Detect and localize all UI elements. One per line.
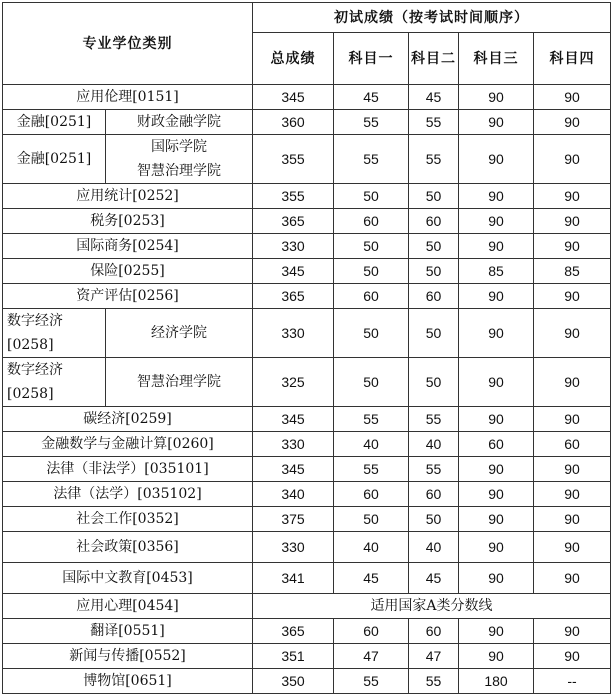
header-subject-1: 科目一 (334, 33, 409, 85)
table-row (3, 507, 611, 532)
subject-1-cell: 60 (334, 482, 409, 507)
subject-2-cell: 60 (409, 284, 459, 309)
subject-1-cell: 50 (334, 507, 409, 532)
subject-1-cell: 50 (334, 259, 409, 284)
degree-name-cell: 数字经济 [0258] (3, 358, 106, 407)
subject-3-cell: 90 (459, 234, 534, 259)
table-row (3, 407, 611, 432)
header-subject-2: 科目二 (409, 33, 459, 85)
subject-3-cell: 90 (459, 563, 534, 594)
subject-3-cell: 90 (459, 358, 534, 407)
degree-name-cell: 金融数学与金融计算[0260] (3, 432, 253, 457)
subject-2-cell: 55 (409, 669, 459, 694)
subject-2-cell: 50 (409, 234, 459, 259)
table-row (3, 532, 611, 563)
subject-2-cell: 50 (409, 184, 459, 209)
subject-1-cell: 45 (334, 563, 409, 594)
total-score-cell: 375 (253, 507, 334, 532)
subject-3-cell: 90 (459, 309, 534, 358)
header-category: 专业学位类别 (3, 3, 253, 85)
subject-2-cell: 50 (409, 507, 459, 532)
degree-name-cell: 金融[0251] (3, 110, 106, 135)
subject-1-cell: 50 (334, 358, 409, 407)
subject-1-cell: 50 (334, 309, 409, 358)
table-row (3, 110, 611, 135)
total-score-cell: 330 (253, 234, 334, 259)
subject-4-cell: 90 (534, 85, 611, 110)
subject-1-cell: 40 (334, 532, 409, 563)
degree-name-cell: 碳经济[0259] (3, 407, 253, 432)
subject-2-cell: 47 (409, 644, 459, 669)
total-score-cell: 355 (253, 184, 334, 209)
total-score-cell: 345 (253, 259, 334, 284)
subject-1-cell: 50 (334, 184, 409, 209)
subject-3-cell: 90 (459, 110, 534, 135)
subject-4-cell: 60 (534, 432, 611, 457)
subject-2-cell: 55 (409, 407, 459, 432)
subject-3-cell: 90 (459, 209, 534, 234)
table-row (3, 644, 611, 669)
total-score-cell: 330 (253, 432, 334, 457)
subject-3-cell: 90 (459, 457, 534, 482)
degree-name-cell: 社会政策[0356] (3, 532, 253, 563)
total-score-cell: 365 (253, 209, 334, 234)
score-table (2, 2, 611, 694)
subject-4-cell: 90 (534, 457, 611, 482)
college-cell: 财政金融学院 (106, 110, 253, 135)
subject-4-cell: 90 (534, 644, 611, 669)
degree-name-cell: 应用伦理[0151] (3, 85, 253, 110)
degree-name-cell: 金融[0251] (3, 135, 106, 184)
table-row (3, 309, 611, 358)
header-total: 总成绩 (253, 33, 334, 85)
subject-1-cell: 45 (334, 85, 409, 110)
subject-4-cell: 90 (534, 110, 611, 135)
table-row (3, 669, 611, 694)
score-note-cell: 适用国家A类分数线 (253, 594, 611, 619)
degree-name-cell: 新闻与传播[0552] (3, 644, 253, 669)
subject-1-cell: 55 (334, 407, 409, 432)
subject-4-cell: 90 (534, 563, 611, 594)
subject-4-cell: 90 (534, 135, 611, 184)
subject-4-cell: -- (534, 669, 611, 694)
subject-1-cell: 55 (334, 110, 409, 135)
subject-3-cell: 90 (459, 284, 534, 309)
total-score-cell: 330 (253, 532, 334, 563)
subject-3-cell: 90 (459, 135, 534, 184)
college-cell: 经济学院 (106, 309, 253, 358)
degree-name-cell: 国际商务[0254] (3, 234, 253, 259)
subject-3-cell: 90 (459, 184, 534, 209)
total-score-cell: 365 (253, 619, 334, 644)
table-row (3, 184, 611, 209)
subject-2-cell: 40 (409, 432, 459, 457)
subject-1-cell: 55 (334, 457, 409, 482)
degree-name-cell: 法律（法学）[035102] (3, 482, 253, 507)
subject-3-cell: 90 (459, 482, 534, 507)
subject-4-cell: 85 (534, 259, 611, 284)
table-row (3, 259, 611, 284)
total-score-cell: 345 (253, 457, 334, 482)
table-row (3, 284, 611, 309)
subject-1-cell: 47 (334, 644, 409, 669)
header-group: 初试成绩（按考试时间顺序） (253, 3, 611, 33)
degree-name-cell: 法律（非法学）[035101] (3, 457, 253, 482)
total-score-cell: 330 (253, 309, 334, 358)
degree-name-cell: 翻译[0551] (3, 619, 253, 644)
subject-2-cell: 60 (409, 209, 459, 234)
header-row-1 (3, 3, 611, 33)
total-score-cell: 351 (253, 644, 334, 669)
subject-3-cell: 90 (459, 85, 534, 110)
total-score-cell: 350 (253, 669, 334, 694)
degree-name-cell: 社会工作[0352] (3, 507, 253, 532)
subject-1-cell: 55 (334, 135, 409, 184)
degree-name-cell: 资产评估[0256] (3, 284, 253, 309)
subject-4-cell: 90 (534, 284, 611, 309)
subject-1-cell: 55 (334, 669, 409, 694)
total-score-cell: 341 (253, 563, 334, 594)
degree-name-cell: 数字经济 [0258] (3, 309, 106, 358)
degree-name-cell: 税务[0253] (3, 209, 253, 234)
total-score-cell: 365 (253, 284, 334, 309)
subject-1-cell: 60 (334, 209, 409, 234)
subject-4-cell: 90 (534, 407, 611, 432)
table-row (3, 594, 611, 619)
total-score-cell: 360 (253, 110, 334, 135)
total-score-cell: 325 (253, 358, 334, 407)
subject-1-cell: 60 (334, 619, 409, 644)
table-row (3, 234, 611, 259)
degree-name-cell: 国际中文教育[0453] (3, 563, 253, 594)
subject-4-cell: 90 (534, 507, 611, 532)
subject-2-cell: 55 (409, 135, 459, 184)
degree-name-cell: 应用心理[0454] (3, 594, 253, 619)
table-row (3, 619, 611, 644)
subject-4-cell: 90 (534, 482, 611, 507)
subject-4-cell: 90 (534, 209, 611, 234)
degree-name-cell: 保险[0255] (3, 259, 253, 284)
subject-3-cell: 90 (459, 507, 534, 532)
total-score-cell: 355 (253, 135, 334, 184)
subject-3-cell: 90 (459, 644, 534, 669)
table-row (3, 209, 611, 234)
subject-1-cell: 50 (334, 234, 409, 259)
subject-4-cell: 90 (534, 234, 611, 259)
subject-2-cell: 55 (409, 457, 459, 482)
table-row (3, 482, 611, 507)
table-row (3, 432, 611, 457)
subject-2-cell: 50 (409, 309, 459, 358)
subject-4-cell: 90 (534, 309, 611, 358)
subject-2-cell: 60 (409, 482, 459, 507)
subject-4-cell: 90 (534, 184, 611, 209)
college-cell: 国际学院 智慧治理学院 (106, 135, 253, 184)
subject-4-cell: 90 (534, 532, 611, 563)
header-subject-3: 科目三 (459, 33, 534, 85)
subject-3-cell: 60 (459, 432, 534, 457)
total-score-cell: 340 (253, 482, 334, 507)
subject-3-cell: 90 (459, 532, 534, 563)
score-table-body (3, 3, 611, 694)
subject-2-cell: 50 (409, 358, 459, 407)
subject-4-cell: 90 (534, 358, 611, 407)
table-row (3, 358, 611, 407)
subject-2-cell: 40 (409, 532, 459, 563)
table-row (3, 563, 611, 594)
college-cell: 智慧治理学院 (106, 358, 253, 407)
subject-2-cell: 50 (409, 259, 459, 284)
subject-2-cell: 45 (409, 85, 459, 110)
subject-2-cell: 60 (409, 619, 459, 644)
table-row (3, 457, 611, 482)
subject-3-cell: 90 (459, 407, 534, 432)
table-row (3, 85, 611, 110)
table-row (3, 135, 611, 184)
subject-3-cell: 90 (459, 619, 534, 644)
subject-4-cell: 90 (534, 619, 611, 644)
subject-2-cell: 45 (409, 563, 459, 594)
subject-3-cell: 180 (459, 669, 534, 694)
subject-1-cell: 60 (334, 284, 409, 309)
subject-3-cell: 85 (459, 259, 534, 284)
subject-1-cell: 40 (334, 432, 409, 457)
degree-name-cell: 博物馆[0651] (3, 669, 253, 694)
degree-name-cell: 应用统计[0252] (3, 184, 253, 209)
total-score-cell: 345 (253, 407, 334, 432)
total-score-cell: 345 (253, 85, 334, 110)
subject-2-cell: 55 (409, 110, 459, 135)
header-subject-4: 科目四 (534, 33, 611, 85)
